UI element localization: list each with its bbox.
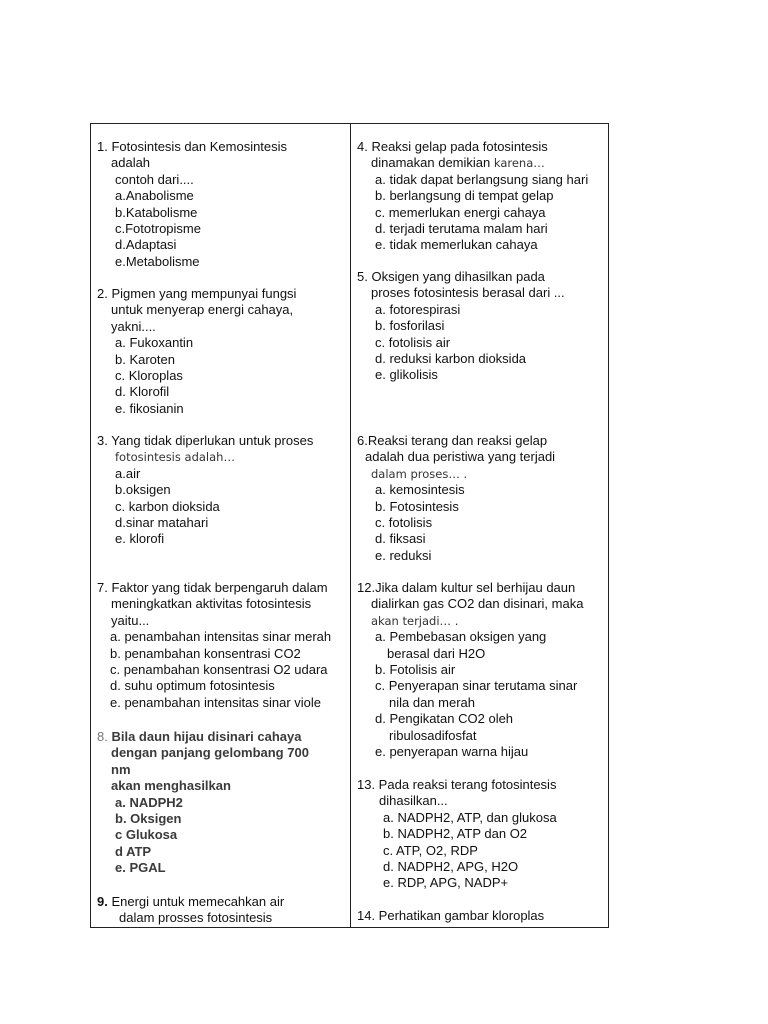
question-stem: akan menghasilkan (111, 778, 231, 794)
question-3 (97, 433, 313, 548)
option-d: d. reduksi karbon dioksida (375, 351, 527, 367)
question-stem: dinamakan demikian (371, 155, 491, 171)
question-stem: adalah (111, 155, 151, 171)
question-stem: adalah dua peristiwa yang terjadi (365, 449, 556, 465)
question-5 (357, 269, 565, 384)
question-1 (97, 139, 287, 270)
option-b: b. penambahan konsentrasi CO2 (110, 645, 301, 661)
question-stem: meningkatkan aktivitas fotosintesis (111, 596, 312, 612)
option-a: a. tidak dapat berlangsung siang hari (375, 171, 589, 187)
question-stem: 12.Jika dalam kultur sel berhijau daun (357, 580, 576, 595)
option-d: d. Klorofil (115, 384, 170, 400)
question-stem: dialirkan gas CO2 dan disinari, maka (371, 596, 584, 612)
question-stem: yakni.... (111, 318, 156, 334)
question-stem: karena… (493, 156, 545, 171)
option-c: c. fotolisis air (375, 334, 451, 350)
option-e: e.Metabolisme (115, 253, 200, 269)
column-divider (350, 124, 351, 927)
option-a: a. kemosintesis (375, 482, 465, 498)
question-9 (97, 894, 284, 927)
question-stem: dalam proses… . (371, 466, 468, 481)
question-12 (357, 580, 583, 760)
option-e: e. fikosianin (115, 400, 184, 416)
question-stem: 1. Fotosintesis dan Kemosintesis (97, 139, 288, 154)
question-stem: 7. Faktor yang tidak berpengaruh dalam (97, 580, 328, 595)
option-d: d ATP (115, 843, 152, 859)
option-e: e. penyerapan warna hijau (375, 744, 529, 760)
option-b: b. Oksigen (115, 811, 182, 827)
option-b: b. berlangsung di tempat gelap (375, 188, 554, 204)
question-stem: 3. Yang tidak diperlukan untuk proses (97, 433, 314, 448)
question-stem: untuk menyerap energi cahaya, (111, 302, 294, 318)
question-stem: dihasilkan... (379, 793, 448, 809)
option-a: a.air (115, 465, 141, 481)
option-d: d. Pengikatan CO2 oleh (375, 711, 514, 727)
option-d: d. NADPH2, APG, H2O (383, 859, 519, 875)
option-e: e. klorofi (115, 531, 165, 547)
option-c-cont: nila dan merah (389, 694, 475, 710)
option-e: e. PGAL (115, 860, 166, 876)
option-e: e. reduksi (375, 547, 432, 563)
option-b: b.oksigen (115, 482, 171, 498)
question-stem: proses fotosintesis berasal dari ... (371, 285, 565, 301)
question-stem: fotosintesis adalah… (115, 450, 235, 465)
option-d: d. suhu optimum fotosintesis (110, 678, 275, 694)
question-table (90, 123, 609, 928)
option-a: a.Anabolisme (115, 188, 194, 204)
question-stem: 6.Reaksi terang dan reaksi gelap (357, 433, 548, 448)
option-e: e. glikolisis (375, 367, 438, 383)
option-a: a. Pembebasan oksigen yang (375, 629, 547, 645)
option-a: a. NADPH2 (115, 794, 183, 810)
option-c: c. Kloroplas (115, 368, 183, 384)
option-d: d. fiksasi (375, 531, 426, 547)
question-stem: 4. Reaksi gelap pada fotosintesis (357, 139, 548, 154)
question-6 (357, 433, 555, 564)
option-b: b. fosforilasi (375, 318, 445, 334)
option-d: d.Adaptasi (115, 237, 177, 253)
question-2 (97, 286, 296, 417)
option-e: e. penambahan intensitas sinar viole (110, 694, 322, 710)
question-stem: 13. Pada reaksi terang fotosintesis (357, 777, 557, 792)
question-stem: dalam prosses fotosintesis (119, 910, 273, 926)
question-7 (97, 580, 331, 711)
option-d-cont: ribulosadifosfat (389, 727, 477, 743)
question-stem: Bila daun hijau disinari cahaya (111, 729, 302, 744)
question-4 (357, 139, 588, 254)
option-a: a. NADPH2, ATP, dan glukosa (383, 809, 557, 825)
option-c: c. fotolisis (375, 515, 433, 531)
question-14 (357, 908, 544, 924)
option-b: b. Fotolisis air (375, 662, 456, 678)
question-stem: yaitu... (111, 612, 150, 628)
option-c: c. Penyerapan sinar terutama sinar (375, 678, 578, 694)
question-13 (357, 777, 557, 892)
option-c: c. penambahan konsentrasi O2 udara (110, 662, 328, 678)
option-b: b.Katabolisme (115, 204, 198, 220)
question-stem: dengan panjang gelombang 700 (111, 745, 309, 761)
question-number: 8. (97, 729, 108, 744)
option-c: c. memerlukan energi cahaya (375, 204, 546, 220)
option-a-cont: berasal dari H2O (387, 645, 486, 661)
option-c: c.Fototropisme (115, 221, 201, 237)
option-d: d.sinar matahari (115, 515, 209, 531)
question-stem: nm (111, 761, 131, 777)
question-8 (97, 729, 309, 877)
question-stem: Energi untuk memecahkan air (111, 894, 285, 909)
option-a: a. Fukoxantin (115, 335, 194, 351)
option-a: a. fotorespirasi (375, 301, 461, 317)
question-number: 9. (97, 894, 108, 909)
option-a: a. penambahan intensitas sinar merah (110, 629, 332, 645)
option-c: c. ATP, O2, RDP (383, 842, 478, 858)
option-e: e. tidak memerlukan cahaya (375, 237, 538, 253)
question-stem: contoh dari.... (115, 171, 194, 187)
option-b: b. Karoten (115, 351, 175, 367)
question-stem: 14. Perhatikan gambar kloroplas (357, 908, 545, 923)
option-c: c Glukosa (115, 827, 178, 843)
question-stem: 5. Oksigen yang dihasilkan pada (357, 269, 545, 284)
question-stem: akan terjadi… . (371, 613, 459, 628)
option-e: e. RDP, APG, NADP+ (383, 875, 509, 891)
option-b: b. NADPH2, ATP dan O2 (383, 826, 528, 842)
option-b: b. Fotosintesis (375, 498, 459, 514)
option-c: c. karbon dioksida (115, 498, 220, 514)
option-d: d. terjadi terutama malam hari (375, 221, 548, 237)
question-stem: 2. Pigmen yang mempunyai fungsi (97, 286, 297, 301)
